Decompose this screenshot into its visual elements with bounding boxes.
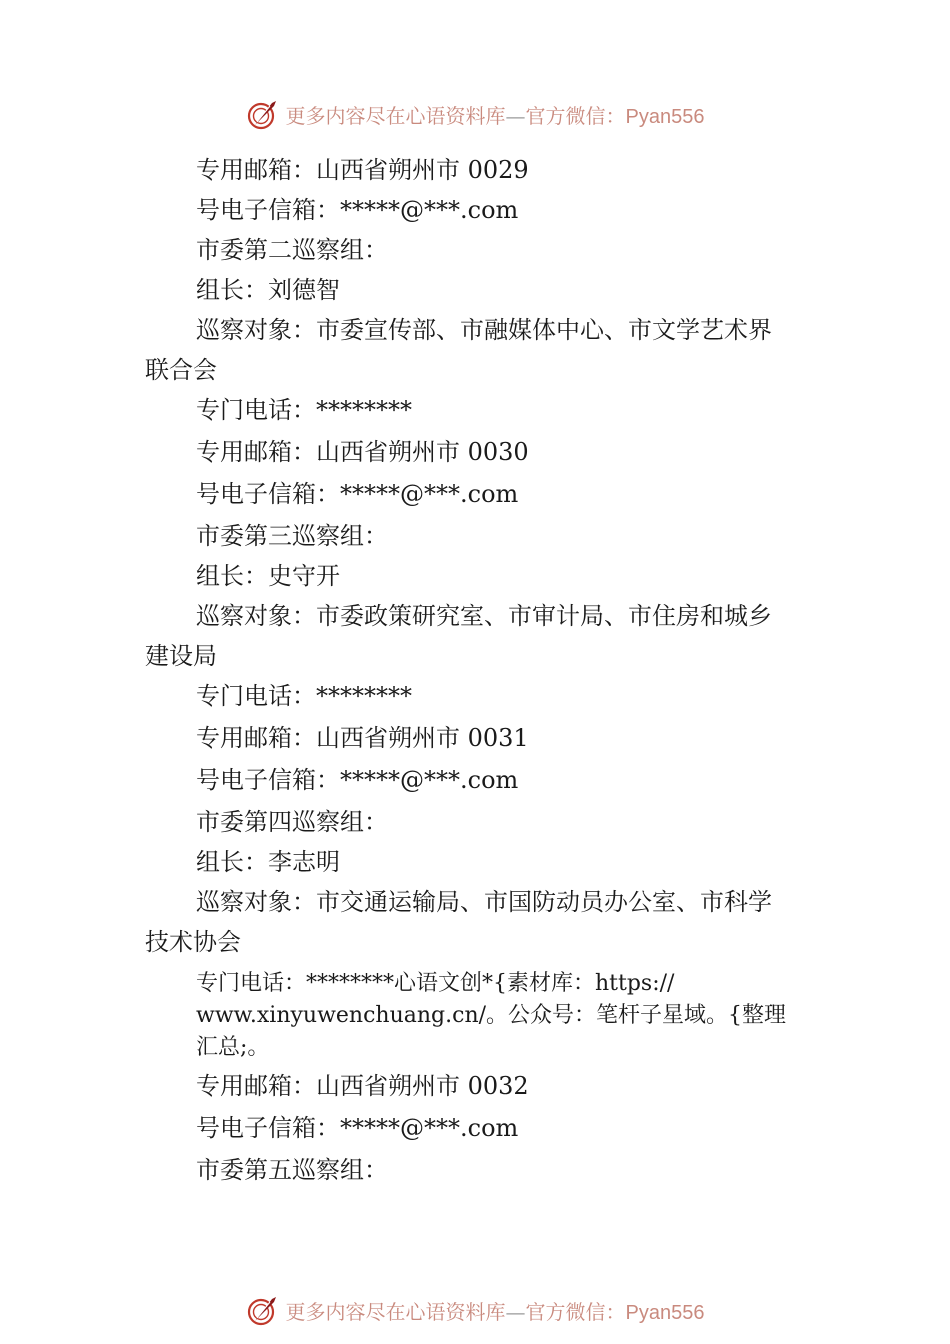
text-line: 巡察对象：市交通运输局、市国防动员办公室、市科学 xyxy=(196,888,772,916)
note-line: www.xinyuwenchuang.cn/。公众号：笔杆子星域。{整理 xyxy=(196,1003,787,1028)
text-line: 专用邮箱：山西省朔州市 0029 xyxy=(196,156,529,184)
note-line: 汇总;。 xyxy=(196,1035,270,1060)
quill-pen-logo-icon xyxy=(246,97,280,131)
text-line: 专门电话：******** xyxy=(196,682,412,710)
text-line: 组长：李志明 xyxy=(196,848,340,876)
text-line: 市委第三巡察组： xyxy=(196,522,388,550)
text-line: 专门电话：******** xyxy=(196,396,412,424)
text-line: 巡察对象：市委宣传部、市融媒体中心、市文学艺术界 xyxy=(196,316,772,344)
footer-banner xyxy=(0,1290,950,1330)
text-line: 号电子信箱：*****@***.com xyxy=(196,1114,519,1142)
note-line: 专门电话：********心语文创*{素材库：https:// xyxy=(196,971,675,996)
header-banner xyxy=(0,94,950,134)
text-line: 市委第五巡察组： xyxy=(196,1156,388,1184)
text-line: 专用邮箱：山西省朔州市 0032 xyxy=(196,1072,529,1100)
text-line: 技术协会 xyxy=(145,928,241,956)
text-line: 号电子信箱：*****@***.com xyxy=(196,480,519,508)
text-line: 号电子信箱：*****@***.com xyxy=(196,196,519,224)
text-line: 组长：史守开 xyxy=(196,562,340,590)
promo-note xyxy=(145,968,835,1064)
text-line: 号电子信箱：*****@***.com xyxy=(196,766,519,794)
text-line: 专用邮箱：山西省朔州市 0031 xyxy=(196,724,529,752)
text-line: 组长：刘德智 xyxy=(196,276,340,304)
text-line: 市委第四巡察组： xyxy=(196,808,388,836)
text-line: 巡察对象：市委政策研究室、市审计局、市住房和城乡 xyxy=(196,602,772,630)
quill-pen-logo-icon xyxy=(246,1293,280,1327)
text-line: 市委第二巡察组： xyxy=(196,236,388,264)
text-line: 联合会 xyxy=(145,356,217,384)
banner-text: 更多内容尽在心语资料库—官方微信：Pyan556 xyxy=(285,103,705,128)
text-line: 建设局 xyxy=(145,642,217,670)
document-body xyxy=(145,150,835,1190)
text-line: 专用邮箱：山西省朔州市 0030 xyxy=(196,438,529,466)
banner-text: 更多内容尽在心语资料库—官方微信：Pyan556 xyxy=(285,1299,705,1324)
